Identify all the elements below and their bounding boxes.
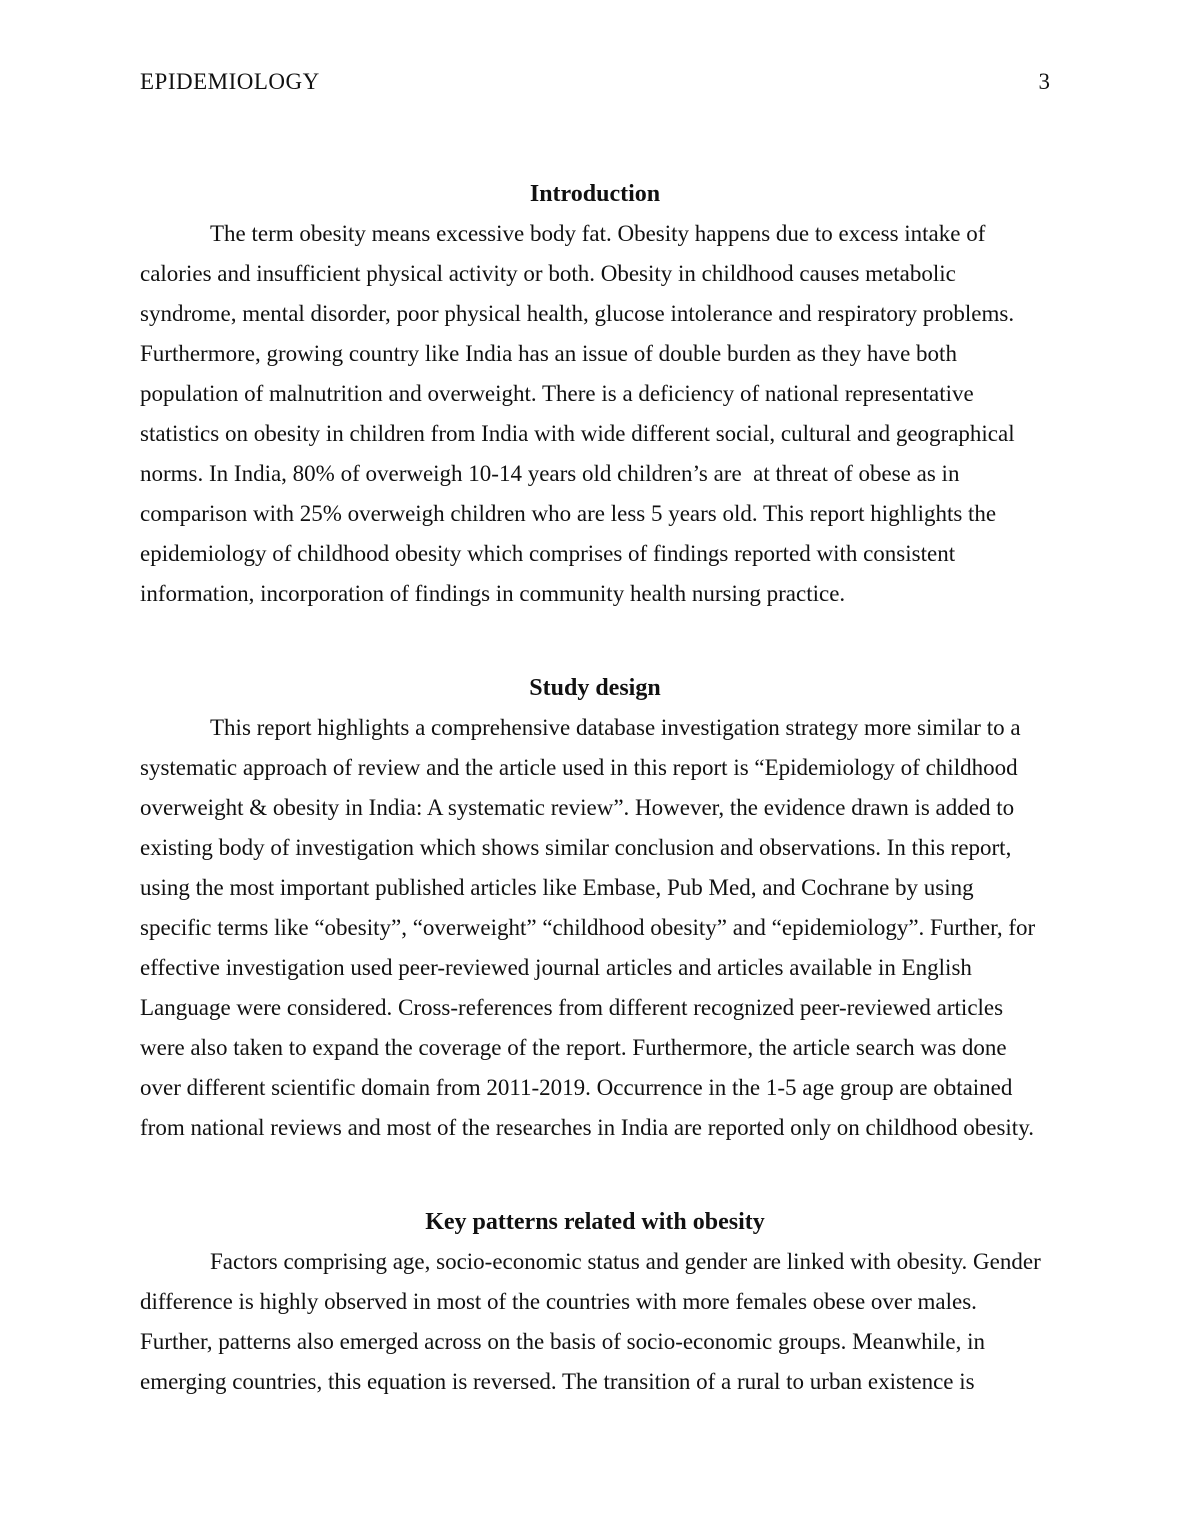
section-study-design bbox=[140, 668, 1050, 1148]
section-key-patterns bbox=[140, 1202, 1050, 1402]
section-heading-introduction: Introduction bbox=[529, 181, 661, 207]
paragraph-study-design: This report highlights a comprehensive database investigation strategy more similar to a systematic approach of review and the article used in this report is “Epidemiology of childhood overweight & obesity in India: A systematic review”. However, the evidence drawn is added to existing body of investigation which shows similar conclusion and observations. In this report, using the most important published articles like Embase, Pub Med, and Cochrane by using specific terms like “obesity”, “overweight” “childhood obesity” and “epidemiology”. Further, for effective investigation used peer-reviewed journal articles and articles available in English Language were considered. Cross-references from different recognized peer-reviewed articles were also taken to expand the coverage of the report. Furthermore, the article search was done over different scientific domain from 2011-2019. Occurrence in the 1-5 age group are obtained from national reviews and most of the researches in India are reported only on childhood obesity. bbox=[140, 715, 1041, 1140]
section-introduction bbox=[140, 174, 1050, 614]
paragraph-introduction: The term obesity means excessive body fat. Obesity happens due to excess intake of calories and insufficient physical activity or both. Obesity in childhood causes metabolic syndrome, mental disorder, poor physical health, glucose intolerance and respiratory problems. Furthermore, growing country like India has an issue of double burden as they have both population of malnutrition and overweight. There is a deficiency of national representative statistics on obesity in children from India with wide different social, cultural and geographical norms. In India, 80% of overweigh 10-14 years old children’s are at threat of obese as in comparison with 25% overweigh children who are less 5 years old. This report highlights the epidemiology of childhood obesity which comprises of findings reported with consistent information, incorporation of findings in community health nursing practice. bbox=[140, 221, 1021, 606]
running-head: EPIDEMIOLOGY bbox=[140, 69, 320, 94]
page-number: 3 bbox=[1038, 69, 1050, 94]
page-header bbox=[140, 62, 1050, 102]
document-body bbox=[140, 174, 1050, 1402]
paragraph-key-patterns: Factors comprising age, socio-economic status and gender are linked with obesity. Gender difference is highly observed in most of the countries with more females obese over males. Further, patterns also emerged across on the basis of socio-economic groups. Meanwhile, in emerging countries, this equation is reversed. The transition of a rural to urban existence is bbox=[140, 1249, 1047, 1394]
section-heading-key-patterns: Key patterns related with obesity bbox=[425, 1209, 765, 1235]
section-heading-study-design: Study design bbox=[529, 675, 661, 701]
